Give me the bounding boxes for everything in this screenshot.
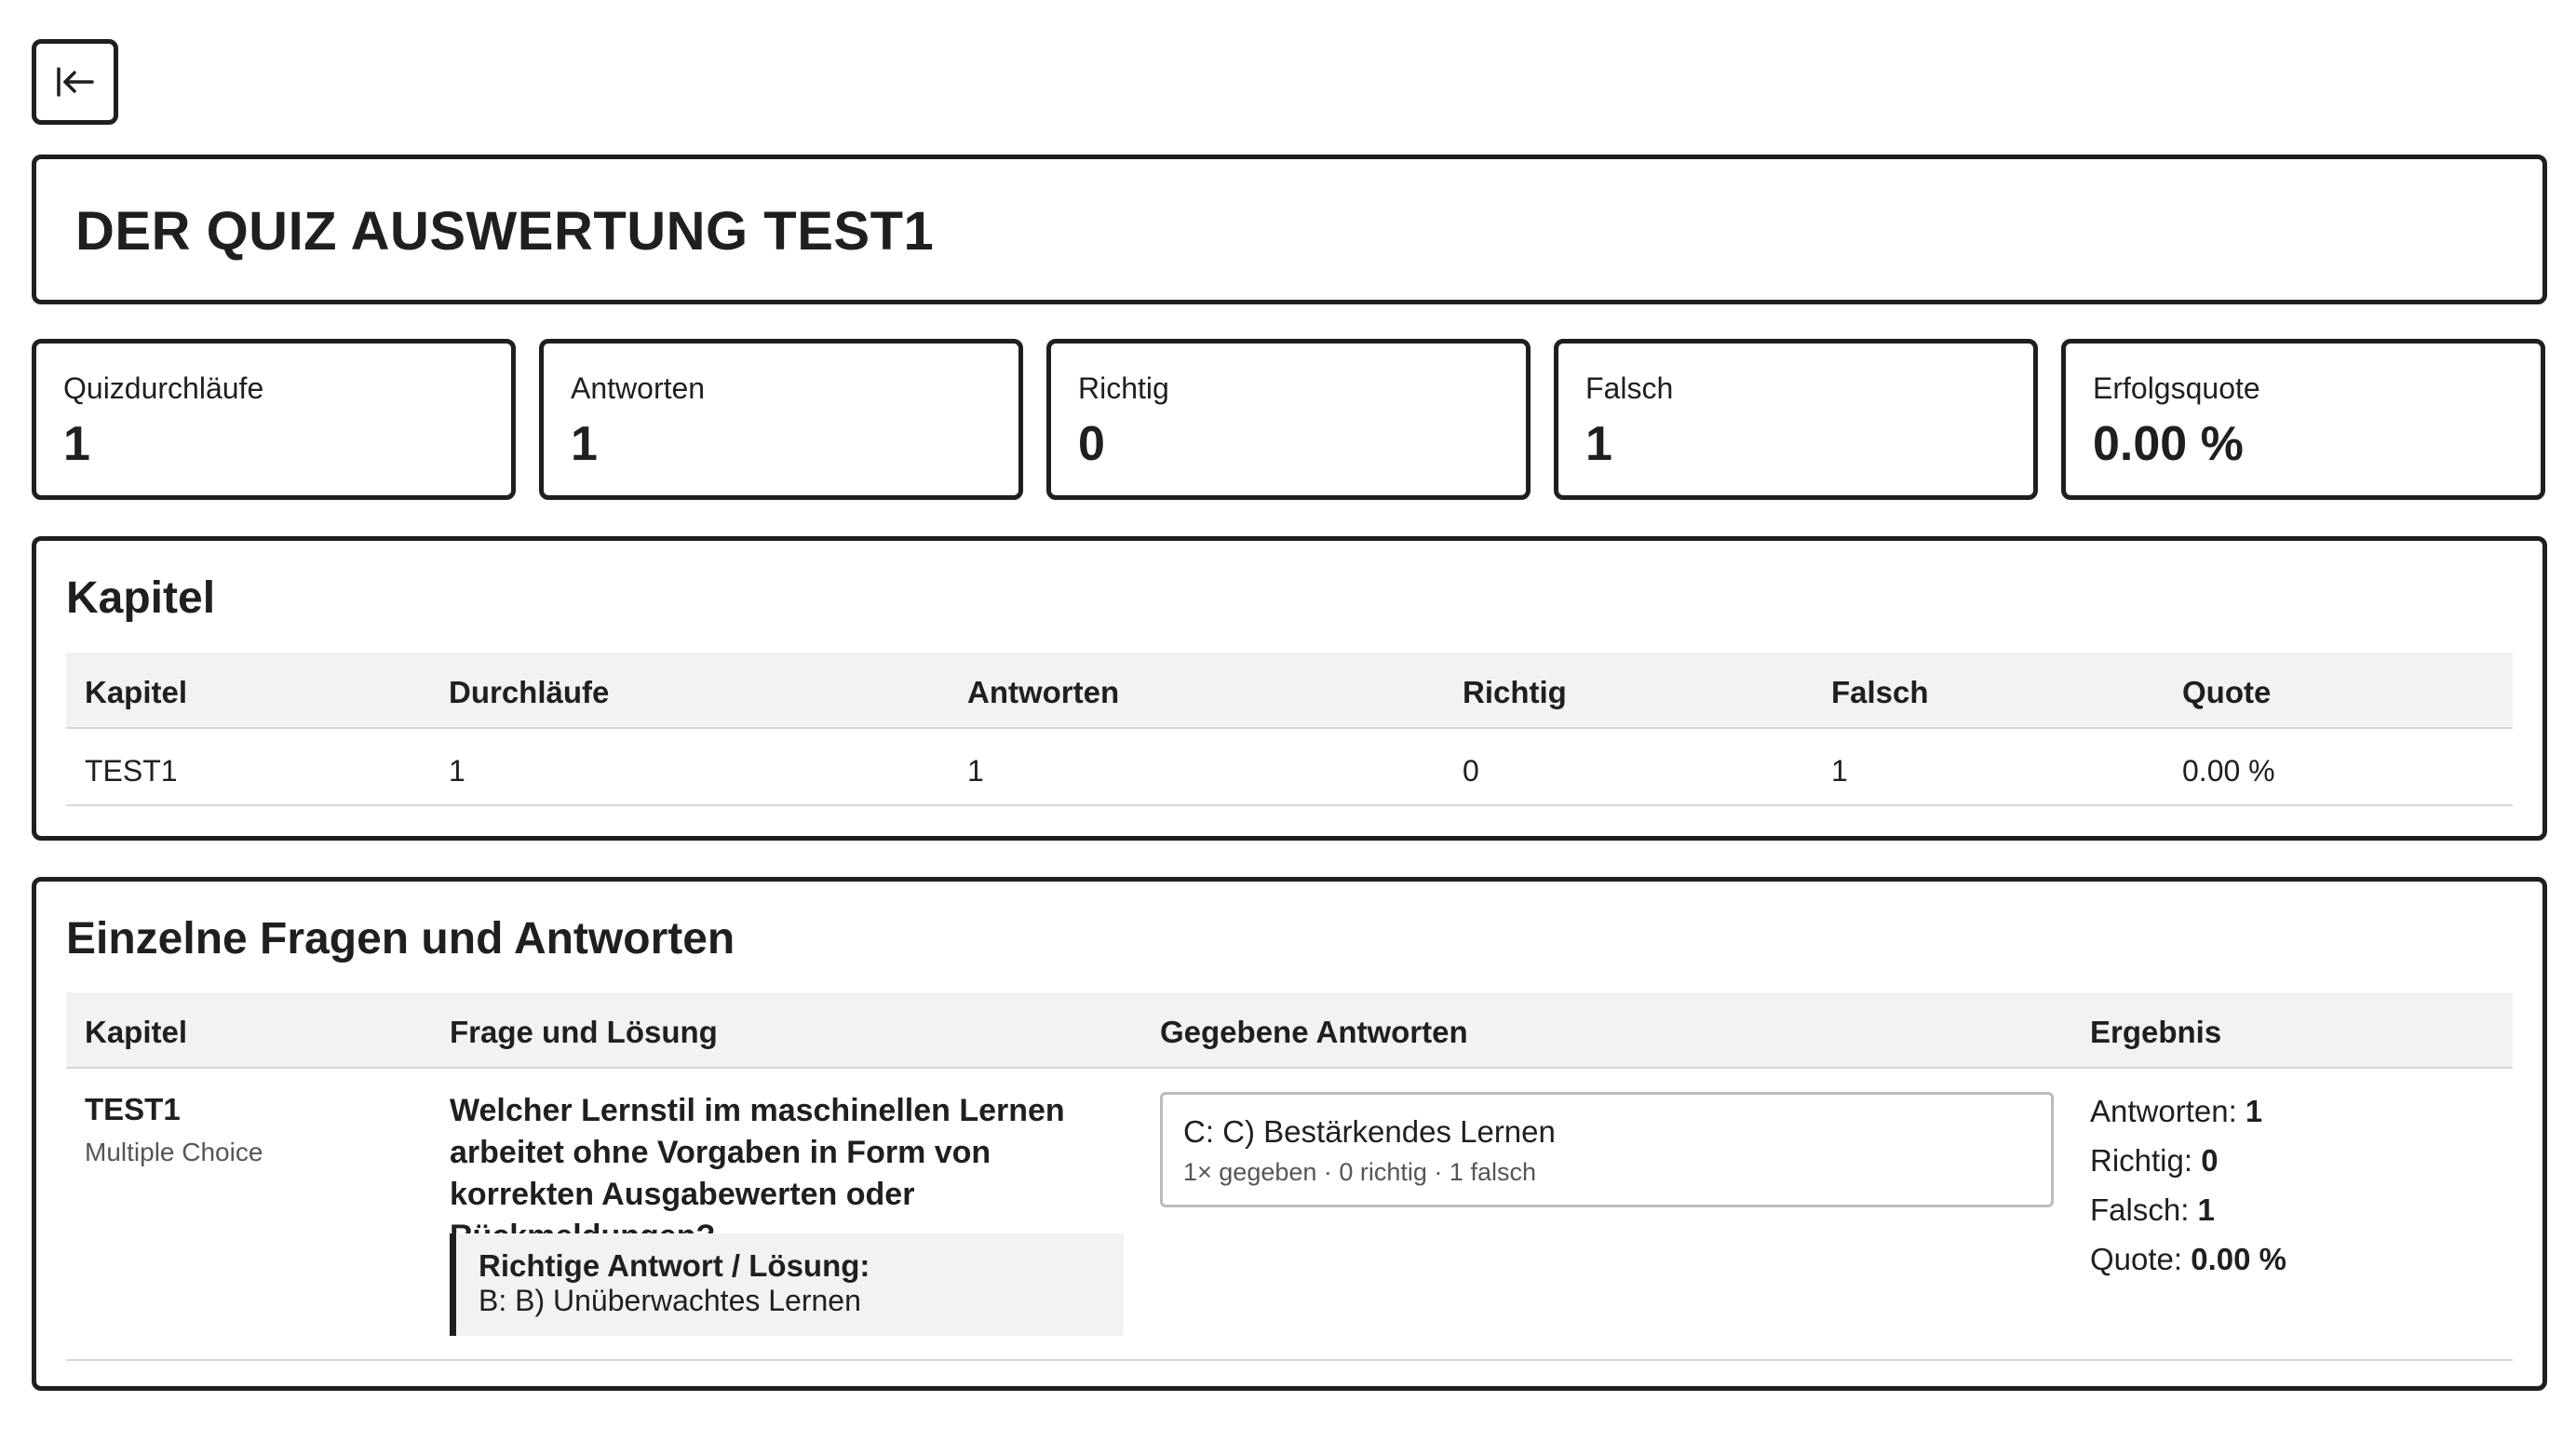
table-cell-richtig: 0 — [1463, 754, 1479, 788]
stat-value: 1 — [63, 417, 90, 471]
back-button[interactable] — [32, 39, 118, 125]
table-row-divider — [66, 1359, 2513, 1361]
column-header-durchlaeufe: Durchläufe — [449, 675, 610, 709]
kapitel-section — [32, 536, 2547, 841]
fragen-section-title: Einzelne Fragen und Antworten — [66, 914, 735, 963]
table-cell-kapitel: TEST1 — [85, 754, 178, 788]
arrow-left-to-bar-icon — [55, 63, 96, 101]
kapitel-table-header — [66, 653, 2513, 729]
result-label: Falsch: — [2090, 1192, 2190, 1227]
stat-label: Quizdurchläufe — [63, 371, 264, 405]
kapitel-section-title: Kapitel — [66, 573, 216, 623]
stat-card-quizdurchlaeufe — [32, 339, 516, 500]
result-value: 1 — [2197, 1192, 2215, 1227]
table-cell-durchlaeufe: 1 — [449, 754, 465, 788]
stat-value: 0 — [1078, 417, 1105, 471]
stat-label: Erfolgsquote — [2093, 371, 2260, 405]
table-cell-antworten: 1 — [967, 754, 984, 788]
stat-card-erfolgsquote — [2061, 339, 2545, 500]
solution-box — [450, 1233, 1124, 1336]
result-quote — [2090, 1242, 2286, 1277]
result-label: Quote: — [2090, 1242, 2183, 1276]
result-antworten — [2090, 1094, 2262, 1129]
result-label: Antworten: — [2090, 1094, 2237, 1128]
stat-label: Richtig — [1078, 371, 1169, 405]
column-header-ergebnis: Ergebnis — [2090, 1015, 2222, 1049]
column-header-frage-und-loesung: Frage und Lösung — [450, 1015, 718, 1049]
given-answer-card — [1160, 1092, 2054, 1207]
fragen-section — [32, 877, 2547, 1391]
question-text: Welcher Lernstil im maschinellen Lernen arbeitet ohne Vorgaben in Form von korrekten Ausgabewerten oder — [450, 1093, 1065, 1212]
given-answer-text: C: C) Bestärkendes Lernen — [1183, 1114, 1556, 1149]
stat-value: 0.00 % — [2093, 417, 2244, 471]
column-header-richtig: Richtig — [1463, 675, 1567, 709]
stat-value: 1 — [571, 417, 598, 471]
result-falsch — [2090, 1192, 2215, 1228]
table-row-divider — [66, 804, 2513, 806]
column-header-falsch: Falsch — [1831, 675, 1929, 709]
table-cell-quote: 0.00 % — [2182, 754, 2275, 788]
column-header-antworten: Antworten — [967, 675, 1120, 709]
stat-card-antworten — [539, 339, 1023, 500]
result-value: 0 — [2201, 1143, 2219, 1178]
result-richtig — [2090, 1143, 2219, 1179]
column-header-kapitel: Kapitel — [85, 675, 188, 709]
column-header-kapitel: Kapitel — [85, 1015, 188, 1049]
question-type: Multiple Choice — [85, 1138, 263, 1166]
column-header-quote: Quote — [2182, 675, 2272, 709]
result-label: Richtig: — [2090, 1143, 2193, 1178]
stat-label: Antworten — [571, 371, 706, 405]
solution-text: B: B) Unüberwachtes Lernen — [479, 1284, 861, 1317]
result-value: 1 — [2245, 1094, 2263, 1128]
solution-label: Richtige Antwort / Lösung: — [479, 1248, 870, 1283]
result-value: 0.00 % — [2191, 1242, 2286, 1276]
page-title: DER QUIZ AUSWERTUNG TEST1 — [75, 201, 935, 262]
title-card — [32, 155, 2547, 304]
stat-label: Falsch — [1585, 371, 1674, 405]
stat-card-richtig — [1046, 339, 1531, 500]
stat-card-falsch — [1554, 339, 2038, 500]
column-header-gegebene-antworten: Gegebene Antworten — [1160, 1015, 1468, 1049]
given-answer-stats: 1× gegeben · 0 richtig · 1 falsch — [1183, 1158, 1536, 1186]
stat-value: 1 — [1585, 417, 1612, 471]
question-kapitel: TEST1 — [85, 1092, 181, 1126]
table-cell-falsch: 1 — [1831, 754, 1848, 788]
